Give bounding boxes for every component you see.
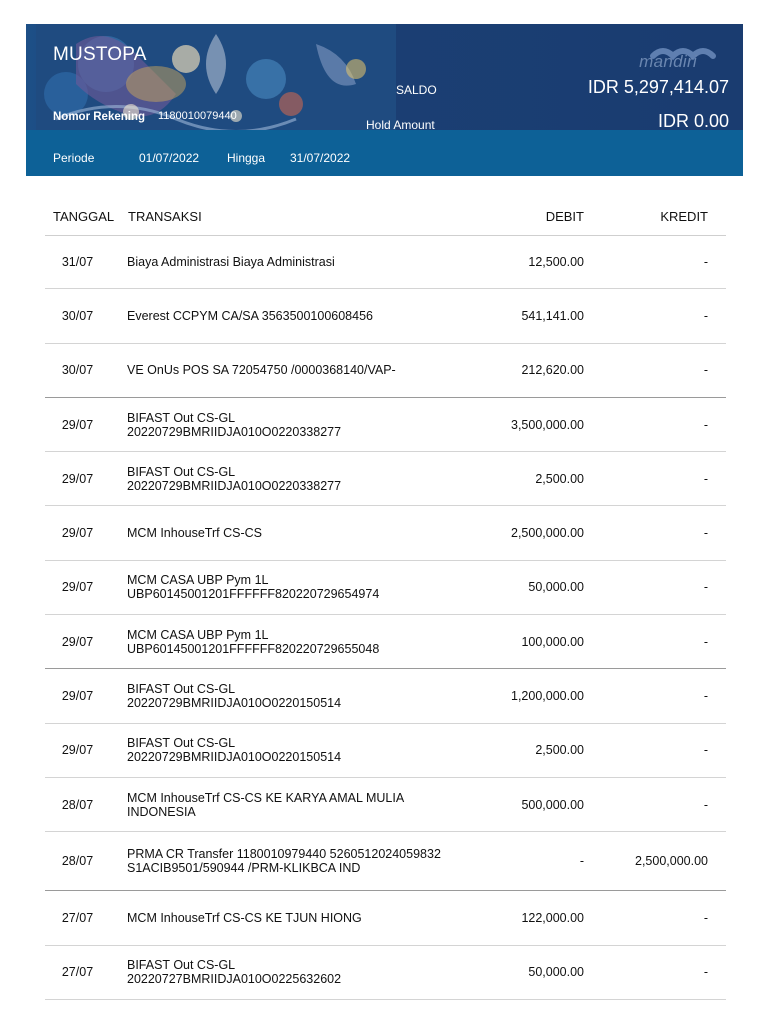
transaction-credit: - <box>703 526 708 541</box>
transaction-debit: 2,500.00 <box>535 743 584 758</box>
table-row <box>45 669 726 723</box>
period-end: 31/07/2022 <box>290 151 351 165</box>
transaction-credit: - <box>703 471 708 486</box>
transaction-debit: - <box>579 854 584 869</box>
transaction-credit: - <box>703 965 708 980</box>
transaction-debit: 212,620.00 <box>521 363 584 378</box>
transaction-description <box>127 911 472 925</box>
transaction-credit: - <box>703 797 708 812</box>
transaction-description <box>127 465 472 493</box>
description-line: 20220729BMRIIDJA010O0220338277 <box>127 478 342 493</box>
description-line: BIFAST Out CS-GL <box>127 464 236 479</box>
transaction-description <box>127 847 472 875</box>
description-line: UBP60145001201FFFFFF820220729655048 <box>127 641 380 656</box>
table-row <box>45 289 726 343</box>
transaction-date: 27/07 <box>61 965 94 980</box>
transaction-debit: 1,200,000.00 <box>511 689 584 704</box>
column-header-debit: DEBIT <box>545 209 584 224</box>
transaction-credit: - <box>703 254 708 269</box>
transaction-date: 30/07 <box>61 363 94 378</box>
description-line: UBP60145001201FFFFFF820220729654974 <box>127 587 380 602</box>
table-row <box>45 615 726 669</box>
transaction-debit: 3,500,000.00 <box>511 417 584 432</box>
description-line: MCM InhouseTrf CS-CS KE TJUN HIONG <box>127 910 362 925</box>
transaction-debit: 50,000.00 <box>528 580 584 595</box>
transaction-debit: 100,000.00 <box>521 634 584 649</box>
transaction-table <box>45 235 726 1000</box>
transaction-date: 29/07 <box>61 471 94 486</box>
description-line: PRMA CR Transfer 1180010979440 5260512024059832 <box>127 847 441 862</box>
transaction-credit: - <box>703 910 708 925</box>
description-line: Biaya Administrasi Biaya Administrasi <box>127 254 335 269</box>
description-line: BIFAST Out CS-GL <box>127 410 236 425</box>
account-holder-name: MUSTOPA <box>53 44 147 65</box>
transaction-debit: 541,141.00 <box>521 308 584 323</box>
transaction-debit: 500,000.00 <box>521 797 584 812</box>
transaction-date: 29/07 <box>61 417 94 432</box>
table-row <box>45 946 726 1000</box>
transaction-date: 27/07 <box>61 910 94 925</box>
transaction-description <box>127 363 472 377</box>
transaction-date: 29/07 <box>61 634 94 649</box>
table-row <box>45 724 726 778</box>
transaction-date: 30/07 <box>61 308 94 323</box>
description-line: S1ACIB9501/590944 /PRM-KLIKBCA IND <box>127 861 361 876</box>
transaction-debit: 2,500.00 <box>535 471 584 486</box>
table-row <box>45 398 726 452</box>
transaction-description <box>127 573 472 601</box>
transaction-credit: - <box>703 634 708 649</box>
transaction-date: 29/07 <box>61 526 94 541</box>
transaction-description <box>127 526 472 540</box>
table-row <box>45 891 726 945</box>
transaction-debit: 12,500.00 <box>528 254 584 269</box>
description-line: MCM InhouseTrf CS-CS <box>127 526 262 541</box>
period-bar <box>26 130 743 176</box>
description-line: 20220729BMRIIDJA010O0220150514 <box>127 750 342 765</box>
transaction-date: 31/07 <box>61 254 94 269</box>
period-start: 01/07/2022 <box>139 151 200 165</box>
transaction-description <box>127 411 472 439</box>
column-header-transaction: TRANSAKSI <box>128 209 202 224</box>
table-row <box>45 235 726 289</box>
description-line: Everest CCPYM CA/SA 3563500100608456 <box>127 308 373 323</box>
hold-amount-label: Hold Amount <box>366 118 435 130</box>
transaction-credit: - <box>703 308 708 323</box>
transaction-debit: 122,000.00 <box>521 910 584 925</box>
table-row <box>45 506 726 560</box>
transaction-credit: - <box>703 363 708 378</box>
table-row <box>45 452 726 506</box>
transaction-date: 28/07 <box>61 854 94 869</box>
description-line: 20220727BMRIIDJA010O0225632602 <box>127 972 342 987</box>
table-row <box>45 344 726 398</box>
description-line: 20220729BMRIIDJA010O0220150514 <box>127 696 342 711</box>
transaction-date: 28/07 <box>61 797 94 812</box>
transaction-date: 29/07 <box>61 689 94 704</box>
transaction-credit: - <box>703 417 708 432</box>
transaction-credit: - <box>703 580 708 595</box>
account-number: 1180010079440 <box>158 110 237 122</box>
transaction-debit: 50,000.00 <box>528 965 584 980</box>
transaction-description <box>127 628 472 656</box>
description-line: 20220729BMRIIDJA010O0220338277 <box>127 424 342 439</box>
transaction-date: 29/07 <box>61 743 94 758</box>
table-row <box>45 561 726 615</box>
transaction-description <box>127 255 472 269</box>
transaction-description <box>127 682 472 710</box>
column-header-credit: KREDIT <box>660 209 708 224</box>
transaction-credit: 2,500,000.00 <box>635 854 708 869</box>
balance-label: SALDO <box>396 83 437 97</box>
description-line: INDONESIA <box>127 804 196 819</box>
transaction-description <box>127 736 472 764</box>
table-row <box>45 832 726 891</box>
account-number-label: Nomor Rekening <box>53 111 146 123</box>
description-line: BIFAST Out CS-GL <box>127 682 236 697</box>
transaction-description <box>127 791 472 819</box>
transaction-debit: 2,500,000.00 <box>511 526 584 541</box>
period-label: Periode <box>53 151 95 165</box>
column-header-date: TANGGAL <box>53 209 115 224</box>
description-line: BIFAST Out CS-GL <box>127 958 236 973</box>
balance-value: IDR 5,297,414.07 <box>587 77 729 97</box>
description-line: MCM CASA UBP Pym 1L <box>127 573 269 588</box>
description-line: VE OnUs POS SA 72054750 /0000368140/VAP- <box>127 363 396 378</box>
transaction-credit: - <box>703 743 708 758</box>
description-line: MCM CASA UBP Pym 1L <box>127 627 269 642</box>
description-line: MCM InhouseTrf CS-CS KE KARYA AMAL MULIA <box>127 790 405 805</box>
table-row <box>45 778 726 832</box>
description-line: BIFAST Out CS-GL <box>127 736 236 751</box>
hold-amount-value: IDR 0.00 <box>657 111 729 130</box>
statement-header <box>26 24 743 130</box>
mandiri-logo-text: mandiri <box>639 52 697 71</box>
transaction-date: 29/07 <box>61 580 94 595</box>
transaction-description <box>127 958 472 986</box>
period-until-label: Hingga <box>227 151 266 165</box>
transaction-credit: - <box>703 689 708 704</box>
transaction-description <box>127 309 472 323</box>
